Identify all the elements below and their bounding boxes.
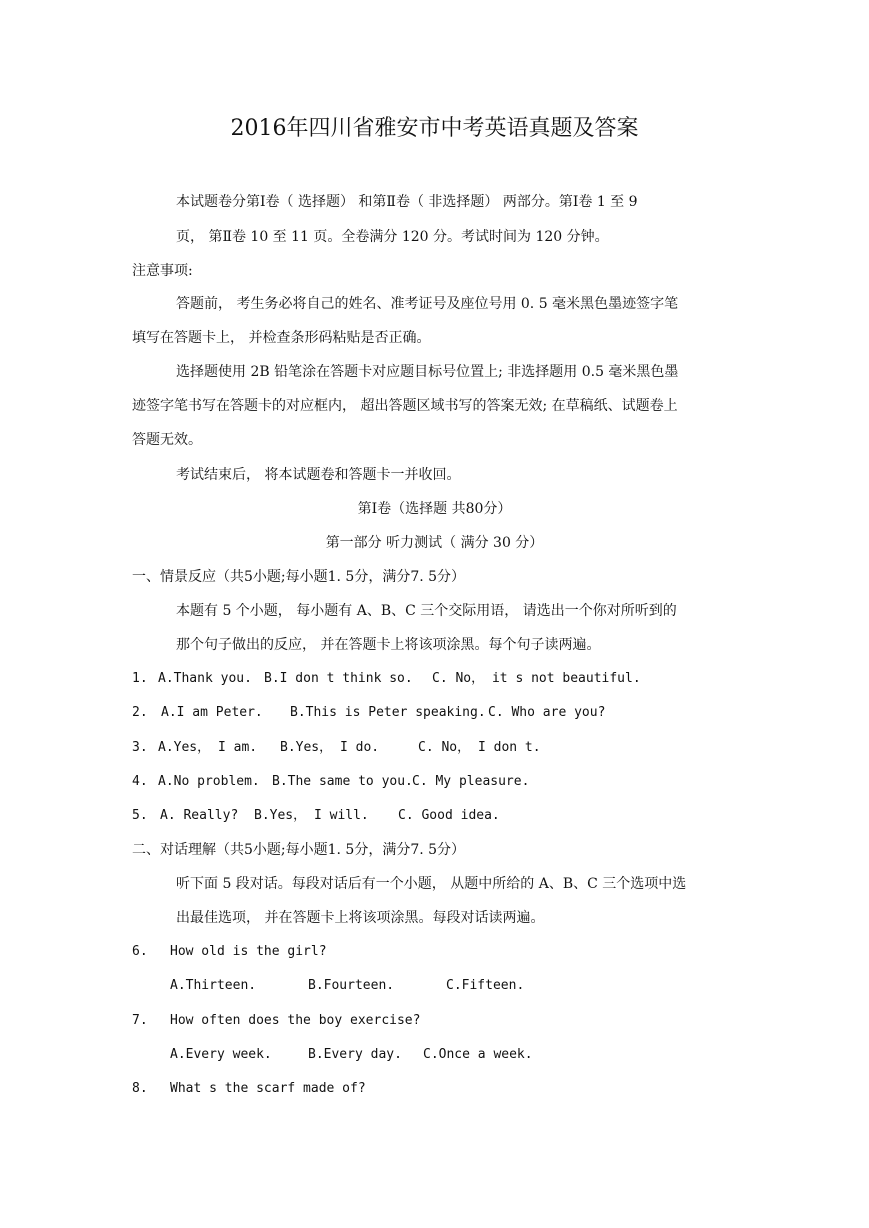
- section2-instruction-line-2: 出最佳选项， 并在答题卡上将该项涂黑。每段对话读两遍。: [176, 910, 545, 926]
- question-number: 4.: [132, 774, 148, 789]
- notice-p1-line-1: 答题前， 考生务必将自己的姓名、准考证号及座位号用 0. 5 毫米黑色墨迹签字笔: [176, 296, 679, 312]
- part1-heading: 第一部分 听力测试（ 满分 30 分）: [325, 535, 544, 551]
- intro-line-2: 页， 第Ⅱ卷 10 至 11 页。全卷满分 120 分。考试时间为 120 分钟。: [176, 229, 609, 245]
- option-b: B.I don t think so.: [264, 671, 413, 686]
- intro-line-1: 本试题卷分第Ⅰ卷（ 选择题） 和第Ⅱ卷（ 非选择题） 两部分。第Ⅰ卷 1 至 9: [176, 194, 638, 210]
- page-title: 2016年四川省雅安市中考英语真题及答案: [230, 116, 639, 141]
- section2-instruction-line-1: 听下面 5 段对话。每段对话后有一个小题， 从题中所给的 A、B、C 三个选项中选: [176, 876, 687, 892]
- question-text: What s the scarf made of?: [170, 1081, 366, 1096]
- question-number: 2.: [132, 705, 148, 720]
- question-text: How often does the boy exercise?: [170, 1013, 421, 1028]
- option-b: B.Every day.: [308, 1047, 402, 1062]
- section1-instruction-line-1: 本题有 5 个小题， 每小题有 A、B、C 三个交际用语， 请选出一个你对所听到的: [176, 603, 677, 619]
- notice-heading: 注意事项:: [132, 263, 193, 279]
- section1-heading: 一、情景反应（共5小题;每小题1. 5分，满分7. 5分）: [132, 569, 466, 585]
- notice-p3: 考试结束后， 将本试题卷和答题卡一并收回。: [176, 467, 461, 483]
- notice-p2-line-1: 选择题使用 2B 铅笔涂在答题卡对应题目标号位置上; 非选择题用 0.5 毫米黑色墨: [176, 364, 679, 380]
- option-c: C.Once a week.: [423, 1047, 533, 1062]
- question-number: 1.: [132, 671, 148, 686]
- section1-instruction-line-2: 那个句子做出的反应， 并在答题卡上将该项涂黑。每个句子读两遍。: [176, 637, 601, 653]
- option-b: B.Yes， I do.: [280, 740, 380, 755]
- option-a: A. Really?: [160, 808, 239, 823]
- option-b: B.The same to you.: [272, 774, 413, 789]
- option-a: A.No problem.: [158, 774, 260, 789]
- option-c: C. No， it s not beautiful.: [432, 671, 641, 686]
- option-c: C. No， I don t.: [418, 740, 541, 755]
- option-b: B.This is Peter speaking.: [290, 705, 486, 720]
- option-c: C. Good idea.: [398, 808, 500, 823]
- option-a: A.Every week.: [170, 1047, 272, 1062]
- question-number: 5.: [132, 808, 148, 823]
- section2-heading: 二、对话理解（共5小题;每小题1. 5分，满分7. 5分）: [132, 842, 466, 858]
- question-number: 6.: [132, 944, 148, 959]
- question-number: 8.: [132, 1081, 148, 1096]
- option-b: B.Yes， I will.: [254, 808, 369, 823]
- option-c: C. My pleasure.: [412, 774, 530, 789]
- question-number: 3.: [132, 740, 148, 755]
- option-b: B.Fourteen.: [308, 978, 395, 993]
- option-a: A.Yes， I am.: [158, 740, 258, 755]
- question-text: How old is the girl?: [170, 944, 327, 959]
- notice-p2-line-3: 答题无效。: [132, 432, 202, 448]
- question-number: 7.: [132, 1013, 148, 1028]
- notice-p1-line-2: 填写在答题卡上， 并检查条形码粘贴是否正确。: [132, 330, 431, 346]
- notice-p2-line-2: 迹签字笔书写在答题卡的对应框内， 超出答题区域书写的答案无效; 在草稿纸、试题卷上: [132, 398, 678, 414]
- option-a: A.Thank you.: [158, 671, 252, 686]
- option-a: A.I am Peter.: [161, 705, 263, 720]
- option-a: A.Thirteen.: [170, 978, 257, 993]
- option-c: C. Who are you?: [488, 705, 606, 720]
- option-c: C.Fifteen.: [446, 978, 525, 993]
- volume1-heading: 第Ⅰ卷（选择题 共80分）: [357, 501, 512, 517]
